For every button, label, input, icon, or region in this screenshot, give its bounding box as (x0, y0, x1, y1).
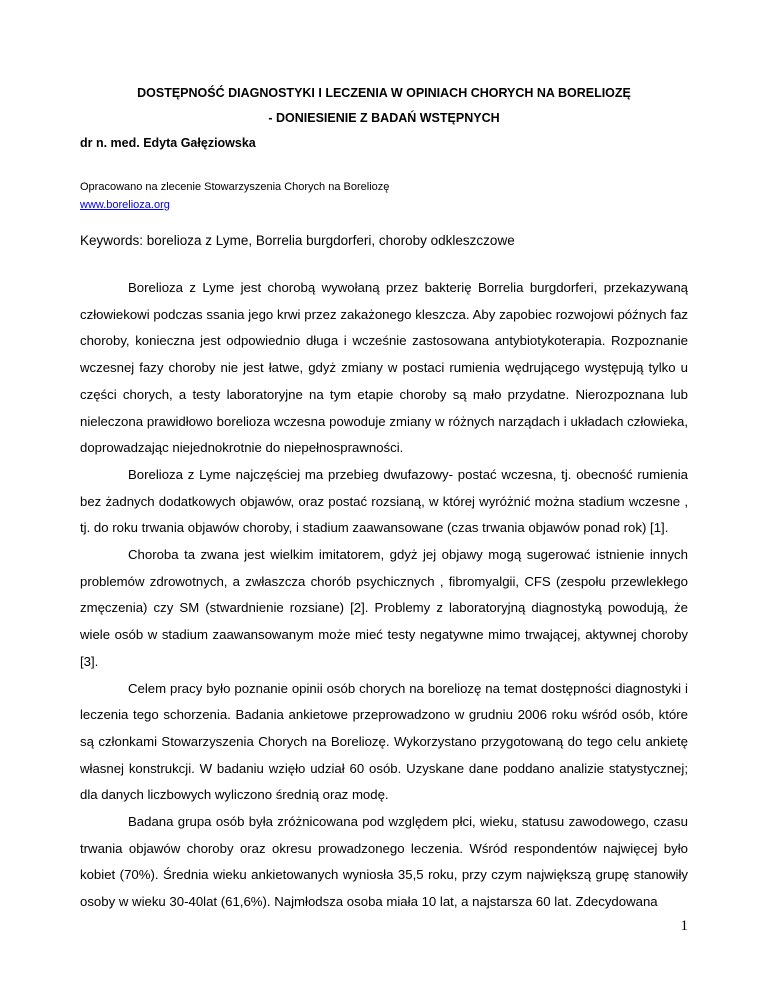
title-line-1: DOSTĘPNOŚĆ DIAGNOSTYKI I LECZENIA W OPINIACH CHORYCH NA BORELIOZĘ (137, 86, 631, 100)
title-line-2: - DONIESIENIE Z BADAŃ WSTĘPNYCH (268, 111, 500, 125)
website-link[interactable]: www.borelioza.org (80, 199, 170, 211)
paragraph-3: Choroba ta zwana jest wielkim imitatorem, gdyż jej objawy mogą sugerować istnienie innych problemów zdrowotnych, a zwłaszcza chorób psychicznych , fibromyalgii, CFS (zespołu przewlekłego zmęczenia) czy SM (stwardnienie rozsiane) [2]. Problemy z laboratoryjną diagnostyką powodują, że wiele osób w stadium zaawansowanym może mieć testy negatywne mimo trwającej, aktywnej choroby [3]. (80, 547, 688, 669)
keywords-line: Keywords: borelioza z Lyme, Borrelia burgdorferi, choroby odkleszczowe (80, 233, 515, 248)
paragraph-2: Borelioza z Lyme najczęściej ma przebieg dwufazowy- postać wczesna, tj. obecność rumienia bez żadnych dodatkowych objawów, oraz postać rozsianą, w której wyróżnić można stadium wczesne , tj. do roku trwania objawów choroby, i stadium zaawansowane (czas trwania objawów ponad rok) [1]. (80, 466, 688, 536)
paragraph-1: Borelioza z Lyme jest chorobą wywołaną przez bakterię Borrelia burgdorferi, przekazywaną człowiekowi podczas ssania jego krwi przez zakażonego kleszcza. Aby zapobiec rozwojowi późnych faz choroby, konieczna jest odpowiednio długa i wcześnie zastosowana antybiotykoterapia. Rozpoznanie wczesnej fazy choroby nie jest łatwe, gdyż zmiany w postaci rumienia wędrującego występują tylko u części chorych, a testy laboratoryjne na tym etapie choroby są mało przydatne. Nierozpoznana lub nieleczona prawidłowo borelioza wczesna powoduje zmiany w różnych narządach i układach człowieka, doprowadzając niejednokrotnie do niepełnosprawności. (80, 280, 688, 456)
author-name: dr n. med. Edyta Gałęziowska (80, 136, 256, 150)
page-number: 1 (680, 918, 688, 934)
paragraph-4: Celem pracy było poznanie opinii osób chorych na boreliozę na temat dostępności diagnostyki i leczenia tego schorzenia. Badania ankietowe przeprowadzono w grudniu 2006 roku wśród osób, które są członkami Stowarzyszenia Chorych na Boreliozę. Wykorzystano przygotowaną do tego celu ankietę własnej konstrukcji. W badaniu wzięło udział 60 osób. Uzyskane dane poddano analizie statystycznej; dla danych liczbowych wyliczono średnią oraz modę. (80, 680, 688, 803)
body-text (80, 275, 688, 916)
commission-note: Opracowano na zlecenie Stowarzyszenia Chorych na Boreliozę (80, 181, 390, 193)
paragraph-5: Badana grupa osób była zróżnicowana pod względem płci, wieku, statusu zawodowego, czasu trwania objawów choroby oraz okresu prowadzonego leczenia. Wśród respondentów najwięcej było kobiet (70%). Średnia wieku ankietowanych wyniosła 35,5 roku, przy czym największą grupę stanowiły osoby w wieku 30-40lat (61,6%). Najmłodsza osoba miała 10 lat, a najstarsza 60 lat. Zdecydowana (80, 814, 688, 910)
